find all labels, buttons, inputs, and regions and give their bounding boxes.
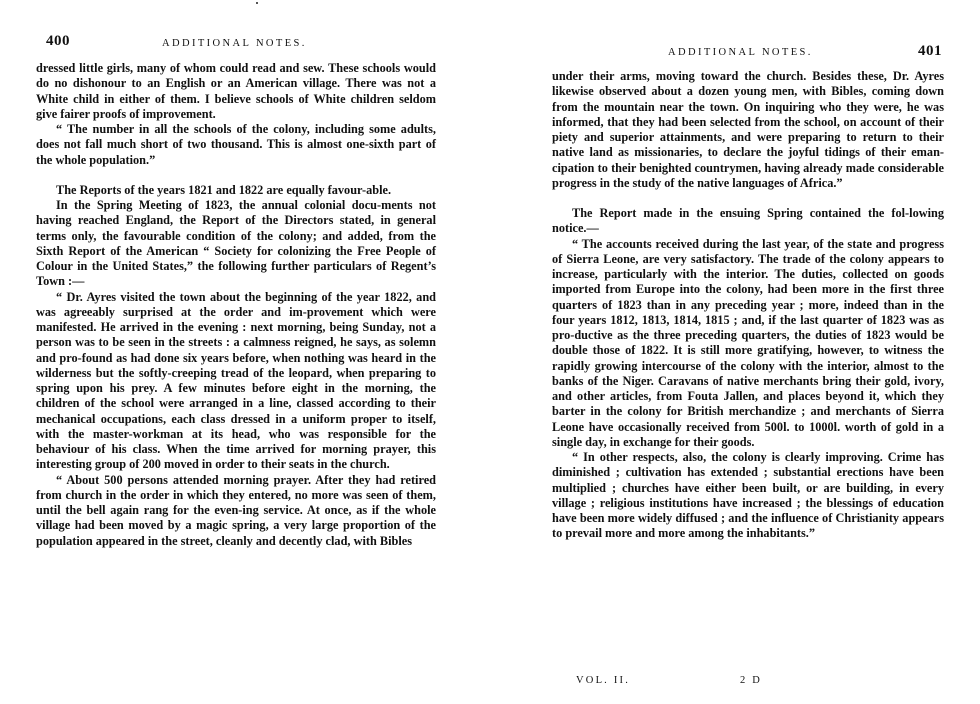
signature-mark: 2 D (740, 675, 763, 686)
paragraph: In the Spring Meeting of 1823, the annual colonial docu-ments not having reached England, the Report of the Directors stated, in general terms only, the favourable condition of the colony; and added, from the Sixth Report of the American “ Society for colonizing the Free People of Colour in the United States,” the following further particulars of Regent’s Town :— (36, 198, 436, 289)
volume-label: VOL. II. (576, 675, 631, 686)
paragraph: dressed little girls, many of whom could read and sew. These schools would do no dishonour to an English or an American village. There was not a White child in either of them. I believe schools of White children seldom give fairer proofs of improvement. (36, 61, 436, 121)
page-number: 401 (918, 43, 942, 59)
paragraph: The Report made in the ensuing Spring contained the fol-lowing notice.— (552, 206, 944, 236)
ink-speck (256, 2, 258, 4)
paragraph: “ The number in all the schools of the colony, including some adults, does not fall much short of two thousand. This is almost one-sixth part of the whole population.” (36, 122, 436, 167)
paragraph: “ About 500 persons attended morning prayer. After they had retired from church in the order in which they entered, no more was seen of them, until the bell again rang for the even-ing service. At once, as if the whole village had been moved by a magic spring, a very large proportion of the population appeared in the street, cleanly and decently clad, with Bibles (36, 472, 436, 548)
paragraph: “ Dr. Ayres visited the town about the beginning of the year 1822, and was agreeably surprised at the order and im-provement which were manifested. He arrived in the evening : next morning, being Sunday, not a person was to be seen in the streets : a calmness reigned, he says, as solemn and pro-found as had done six years before, when nothing was heard in the wilderness but the softly-creeping tread of the leopard, when preparing to spring upon his prey. A few minutes before eight in the morning, the children of the school were arranged in a line, classed according to their mechanical occupations, each class dressed in a uniform proper to itself, with the master-workman at its head, who was responsible for the behaviour of his class. When the time arrived for morning prayer, this interesting group of 200 moved in order to their seats in the church. (36, 289, 436, 472)
page-body (552, 69, 944, 542)
running-head: ADDITIONAL NOTES. (668, 47, 813, 58)
paragraph: “ The accounts received during the last year, of the state and progress of Sierra Leone, are very satisfactory. The trade of the colony appears to increase, particularly with the interior. The duties, collected on goods imported from Europe into the colony, had been more in the first three quarters of 1823 than in any preceding year ; more, indeed than in the four years 1812, 1813, 1814, 1815 ; and, if the last quarter of 1823 was as pro-ductive as the three preceding quarters, the duties of 1823 would be double those of 1822. It is still more gratifying, however, to witness the rapidly growing intercourse of the colony with the interior, almost to the banks of the Niger. Caravans of native merchants bring their gold, ivory, and other articles, from Fouta Jallen, and places beyond it, which they barter in the colony for British merchandize ; and merchants of Sierra Leone have occasionally received from 500l. to 1000l. worth of gold in a single day, in exchange for their goods. (552, 236, 944, 449)
paragraph: The Reports of the years 1821 and 1822 are equally favour-able. (56, 182, 392, 197)
page-body (36, 61, 436, 549)
paragraph: “ In other respects, also, the colony is clearly improving. Crime has diminished ; cultivation has extended ; substantial erections have been multiplied ; churches have either been built, or are building, in every village ; religious institutions have increased ; the blessings of education have been more widely diffused ; and the influence of Christianity appears to prevail more and more among the inhabitants.” (552, 450, 944, 541)
page-number: 400 (46, 33, 70, 49)
running-head: ADDITIONAL NOTES. (162, 38, 307, 49)
paragraph: under their arms, moving toward the church. Besides these, Dr. Ayres likewise observed about a dozen young men, with Bibles, coming down from the mountain near the town. On inquiring who they were, he was informed, that they had been selected from the school, on account of their piety and superior attainments, and were preparing to return to their native land as missionaries, to declare the joyful tidings of their eman-cipation to their benighted countrymen, having already made considerable progress in the study of the native languages of Africa.” (552, 69, 944, 190)
